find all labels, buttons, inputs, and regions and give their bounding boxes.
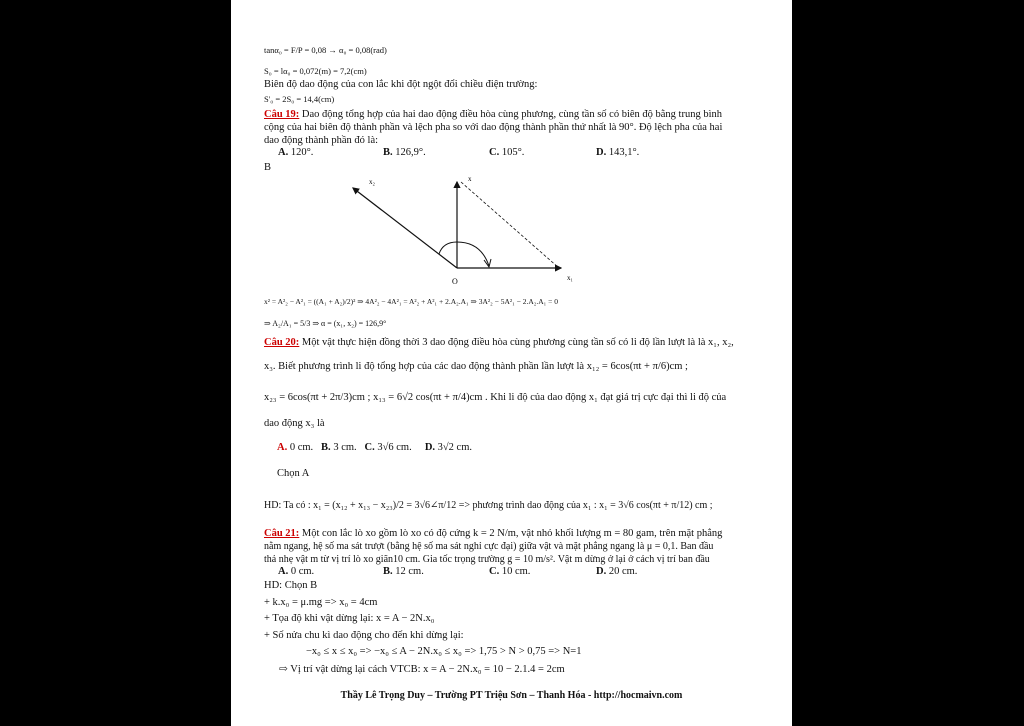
q19-option-d: D. 143,1°. [596, 147, 640, 158]
q19-formula-1: x² = A²₂ − A²₁ = ((A₁ + A₂)/2)² ⇒ 4A²₂ − 4A²₁ = A²₂ + A²₁ + 2.A₂.A₁ ⇒ 3A²₂ − 5A²₁ − 2.A₂.A₁ = 0 [264, 297, 559, 306]
angle-arc [439, 242, 489, 266]
vector-x2 [353, 188, 457, 268]
q20-line-1 [264, 337, 734, 349]
phasor-diagram [331, 172, 591, 292]
q21-option-c: C. 10 cm. [489, 566, 531, 577]
q21-line-3: thả nhẹ vật m từ vị trí lò xo giãn10 cm. Gia tốc trọng trường g = 10 m/s². Vật m dừng ở lại ở cách vị trí ban đầu [264, 554, 710, 565]
q19-formula-2: ⇒ A₂/A₁ = 5/3 ⇒ α = (x₁, x₂) = 126,9° [264, 319, 387, 328]
q21-step-5: ⇨ Vị trí vật dừng lại cách VTCB: x = A − 2N.x₀ = 10 − 2.1.4 = 2cm [279, 664, 565, 675]
q19-line-1 [264, 109, 722, 121]
label-origin: O [452, 277, 458, 286]
q21-step-1: + k.x₀ = μ.mg => x₀ = 4cm [264, 597, 378, 608]
label-x: x [468, 175, 472, 183]
q20-options: A. 0 cm. B. 3 cm. C. 3√6 cm. D. 3√2 cm. [277, 442, 473, 453]
top-line-1: tanα₀ = F/P = 0,08 → α₀ = 0,08(rad) [264, 45, 387, 55]
q21-line-2: nằm ngang, hệ số ma sát trượt (bằng hệ số ma sát nghỉ cực đại) giữa vật và mặt phẳng ngang là μ = 0,1. Ban đầu [264, 541, 714, 552]
q19-option-b: B. 126,9°. [383, 147, 426, 158]
q20-line-3: x₂₃ = 6cos(πt + 2π/3)cm ; x₁₃ = 6√2 cos(πt + π/4)cm . Khi li độ của dao động x₁ đạt giá trị cực đại thì li độ của [264, 392, 727, 403]
q20-line-4: dao động x₃ là [264, 418, 325, 429]
q20-label: Câu 20: [264, 337, 300, 348]
q19-option-c: C. 105°. [489, 147, 525, 158]
dashed-projection [461, 182, 559, 268]
q21-step-2: + Tọa độ khi vật dừng lại: x = A − 2N.x₀ [264, 613, 435, 624]
q20-option-a: 0 cm. [289, 442, 314, 453]
q20-text-1: Một vật thực hiện đồng thời 3 dao động điều hòa cùng phương cùng tần số có li độ lần lượt là là x₁, x₂, [301, 337, 734, 348]
q19-text-1: Dao động tổng hợp của hai dao động điều hòa cùng phương, cùng tần số có biên độ bằng trung bình [301, 109, 723, 120]
q21-step-3: + Số nửa chu kì dao động cho đến khi dừng lại: [264, 630, 464, 641]
q19-line-3: dao động thành phần đó là: [264, 135, 379, 146]
q19-label: Câu 19: [264, 109, 300, 120]
top-line-3: Biên độ dao động của con lắc khi đột ngột đổi chiều điện trường: [264, 79, 538, 90]
document-page [231, 0, 792, 726]
top-line-4: S'₀ = 2S₀ = 14,4(cm) [264, 94, 335, 104]
q20-option-c: 3√6 cm. [377, 442, 412, 453]
q19-option-a: A. 120°. [278, 147, 314, 158]
q20-hd: HD: Ta có : x₁ = (x₁₂ + x₁₃ − x₂₃)/2 = 3√6∠π/12 => phương trình dao động của x₁ : x₁ = 3√6 cos(πt + π/12) cm ; [264, 500, 713, 511]
q21-option-b: B. 12 cm. [383, 566, 424, 577]
q21-label: Câu 21: [264, 528, 300, 539]
top-line-2: S₀ = lα₀ = 0,072(m) = 7,2(cm) [264, 66, 367, 76]
q20-option-d: 3√2 cm. [437, 442, 473, 453]
q20-option-b: 3 cm. [333, 442, 357, 453]
q20-chosen: Chọn A [277, 468, 310, 479]
q21-option-d: D. 20 cm. [596, 566, 638, 577]
q21-option-a: A. 0 cm. [278, 566, 315, 577]
label-x1: x₁ [567, 274, 573, 282]
page-footer: Thầy Lê Trọng Duy – Trường PT Triệu Sơn – Thanh Hóa - http://hocmaivn.com [340, 690, 683, 701]
q21-line-1 [264, 528, 722, 540]
q21-step-4: −x₀ ≤ x ≤ x₀ => −x₀ ≤ A − 2N.x₀ ≤ x₀ => 1,75 > N > 0,75 => N=1 [306, 646, 582, 657]
q21-text-1: Một con lắc lò xo gồm lò xo có độ cứng k = 2 N/m, vật nhỏ khối lượng m = 80 gam, trên mặt phẳng [301, 528, 723, 539]
q21-hd: HD: Chọn B [264, 580, 318, 591]
q20-line-2: x₃. Biết phương trình li độ tổng hợp của các dao động thành phần lần lượt là x₁₂ = 6cos(πt + π/6)cm ; [264, 361, 688, 372]
label-x2: x₂ [369, 178, 375, 186]
q20-option-a-key: A. [277, 442, 288, 453]
q19-line-2: cộng của hai biên độ thành phần và lệch pha so với dao động thành phần thứ nhất là 90°. Độ lệch pha của hai [264, 122, 723, 133]
q19-answer: B [264, 162, 272, 173]
